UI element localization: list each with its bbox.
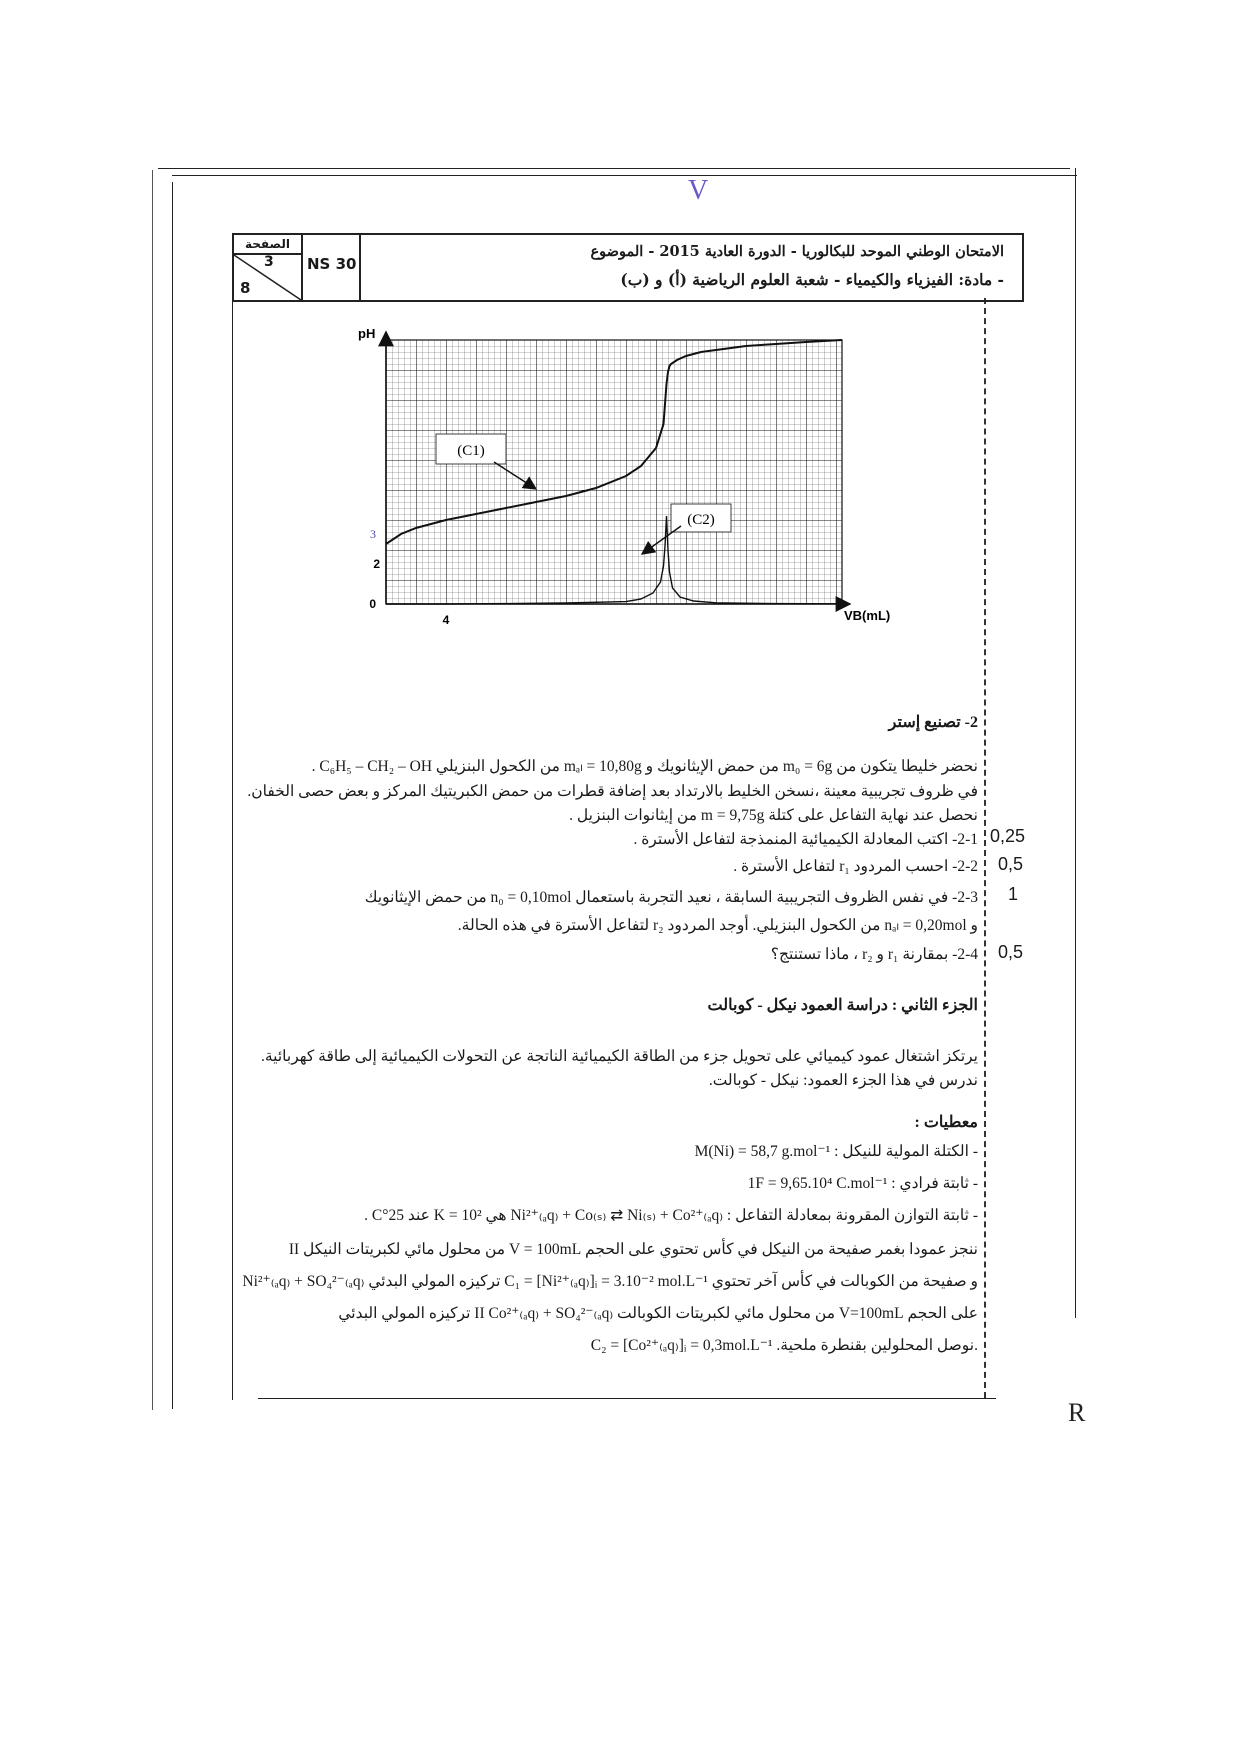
cell-description-4: C₂ = [Co²⁺₍ₐq₎]ᵢ = 0,3mol.L⁻¹ .نوصل المحلولين بقنطرة ملحية. xyxy=(590,1337,978,1354)
data-faraday: - ثابتة فرادي : 1F = 9,65.10⁴ C.mol⁻¹ xyxy=(747,1175,978,1192)
data-molar-mass: - الكتلة المولية للنيكل : M(Ni) = 58,7 g.mol⁻¹ xyxy=(694,1143,978,1160)
part-2-para-1: يرتكز اشتغال عمود كيميائي على تحويل جزء من الطاقة الكيميائية الناتجة عن التحولات الكيميائية إلى طاقة كهربائية. xyxy=(260,1048,978,1065)
content-left-line xyxy=(232,298,233,1400)
section-2-para-2: في ظروف تجريبية معينة ،نسخن الخليط بالارتداد بعد إضافة قطرات من حمض الكبريتيك المركز و بعض حصى الخفان. xyxy=(247,783,978,800)
cell-description-2: Ni²⁺₍ₐq₎ + SO₄²⁻₍ₐq₎ تركيزه المولي البدئي C₁ = [Ni²⁺₍ₐq₎]ᵢ = 3.10⁻² mol.L⁻¹ و صفيحة من الكوبالت في كأس آخر تحتوي xyxy=(242,1273,978,1290)
data-equilibrium-constant: - ثابتة التوازن المقرونة بمعادلة التفاعل : Ni²⁺₍ₐq₎ + Co₍ₛ₎ ⇄ Ni₍ₛ₎ + Co²⁺₍ₐq₎ هي K = 10² عند 25°C . xyxy=(364,1207,978,1224)
section-2-para-3: نحصل عند نهاية التفاعل على كتلة m = 9,75g من إيثانوات البنزيل . xyxy=(569,807,978,824)
points-2-2: 0,5 xyxy=(998,854,1024,874)
content-bottom-line xyxy=(258,1398,996,1399)
y-tick-label-2: 2 xyxy=(373,557,380,571)
frame-top-line xyxy=(158,168,1070,169)
exam-header xyxy=(232,233,1024,302)
cell-description-3: على الحجم V=100mL من محلول مائي لكبريتات الكوبالت II Co²⁺₍ₐq₎ + SO₄²⁻₍ₐq₎ تركيزه المولي البدئي xyxy=(338,1305,978,1322)
data-title: معطيات : xyxy=(914,1114,978,1131)
header-line-1: الامتحان الوطني الموحد للبكالوريا - الدورة العادية 2015 - الموضوع xyxy=(590,243,1004,260)
label-c1: (C1) xyxy=(457,443,485,459)
question-2-4: 2-4- بمقارنة r₁ و r₂ ، ماذا تستنتج؟ xyxy=(770,946,978,963)
section-2-title: 2- تصنيع إستر xyxy=(888,714,978,731)
y-axis-label: pH xyxy=(358,326,376,341)
frame-left-line xyxy=(172,182,173,1409)
frame-right-line xyxy=(1075,168,1076,1318)
x-tick-label: 4 xyxy=(442,613,450,627)
points-2-3: 1 xyxy=(1008,884,1019,904)
x-axis-label: VB(mL) xyxy=(844,608,891,623)
page-number: 3 xyxy=(264,254,274,270)
page-number-cell xyxy=(234,235,303,300)
handwritten-mark-corner: R xyxy=(1068,1398,1086,1427)
points-2-1: 0,25 xyxy=(990,826,1026,846)
handwritten-axis-note: 3 xyxy=(370,527,376,541)
exam-code-cell xyxy=(303,235,361,300)
cell-description-1: ننجز عمودا بغمر صفيحة من النيكل في كأس تحتوي على الحجم V = 100mL من محلول مائي لكبريتات النيكل II xyxy=(288,1241,978,1258)
header-line-2: - مادة: الفيزياء والكيمياء - شعبة العلوم الرياضية (أ) و (ب) xyxy=(620,270,1004,289)
question-2-3b: و nₐₗ = 0,20mol من الكحول البنزيلي. أوجد المردود r₂ لتفاعل الأسترة في هذه الحالة. xyxy=(457,917,978,934)
question-2-2: 2-2- احسب المردود r₁ لتفاعل الأسترة . xyxy=(733,858,978,875)
part-2-title: الجزء الثاني : دراسة العمود نيكل - كوبالت xyxy=(707,997,978,1014)
titration-chart xyxy=(340,326,891,690)
section-2-para-1: نحضر خليطا يتكون من m₀ = 6g من حمض الإيثانويك و mₐₗ = 10,80g من الكحول البنزيلي C₆H₅ – CH₂ – OH . xyxy=(311,758,978,775)
y-tick-label-0: 0 xyxy=(369,597,376,611)
part-2-para-2: ندرس في هذا الجزء العمود: نيكل - كوبالت. xyxy=(708,1072,978,1089)
handwritten-mark-top: V xyxy=(688,175,709,206)
margin-dashed-line xyxy=(984,298,986,1398)
grid-coarse xyxy=(386,340,842,604)
question-2-3a: 2-3- في نفس الظروف التجريبية السابقة ، نعيد التجربة باستعمال n₀ = 0,10mol من حمض الإيثانويك xyxy=(364,889,978,906)
page-label: الصفحة xyxy=(234,235,301,255)
exam-code: NS 30 xyxy=(307,255,357,273)
frame-left-edge xyxy=(152,170,153,1410)
page-total: 8 xyxy=(240,279,251,297)
question-2-1: 2-1- اكتب المعادلة الكيميائية المنمذجة لتفاعل الأسترة . xyxy=(633,831,978,848)
frame-top-line-2 xyxy=(172,175,1077,176)
points-2-4: 0,5 xyxy=(998,942,1024,962)
label-c2: (C2) xyxy=(687,512,715,528)
